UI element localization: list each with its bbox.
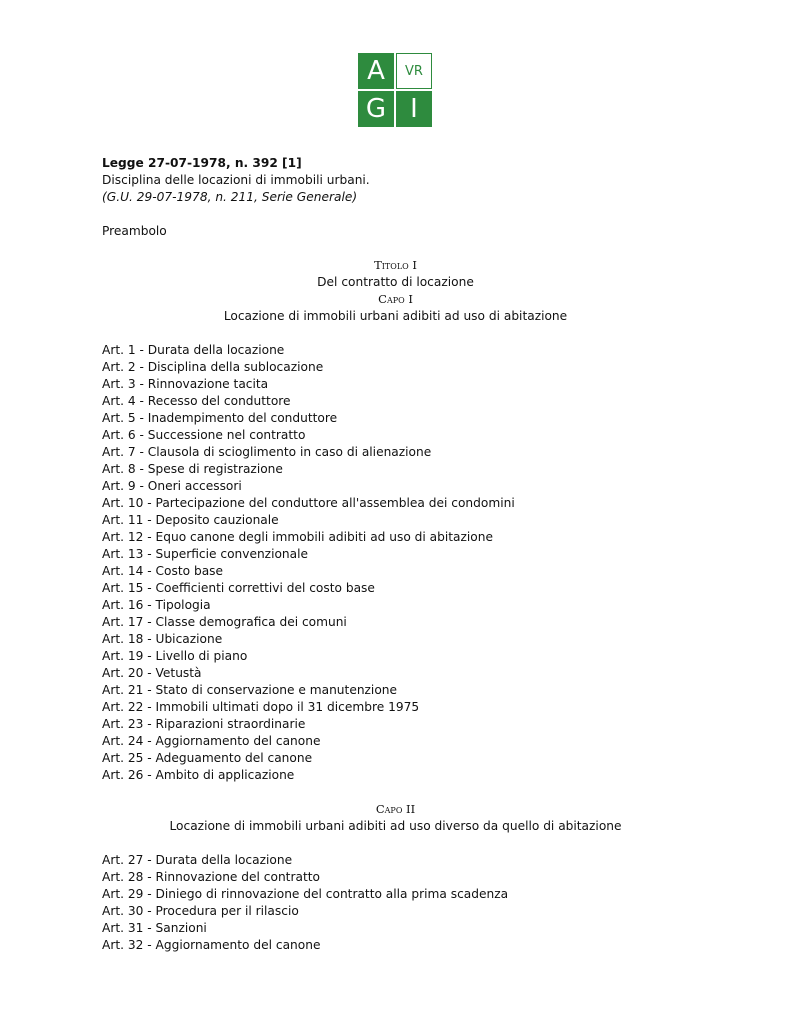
preamble-link[interactable]: Preambolo	[102, 224, 167, 238]
law-title: Legge 27-07-1978, n. 392 [1]	[102, 156, 302, 170]
article-link[interactable]: Art. 24 - Aggiornamento del canone	[102, 734, 321, 748]
capo-2-article-list	[102, 852, 508, 954]
article-link[interactable]: Art. 9 - Oneri accessori	[102, 479, 242, 493]
article-link[interactable]: Art. 4 - Recesso del conduttore	[102, 394, 291, 408]
article-link[interactable]: Art. 28 - Rinnovazione del contratto	[102, 870, 320, 884]
law-subtitle: Disciplina delle locazioni di immobili urbani.	[102, 173, 370, 187]
article-link[interactable]: Art. 20 - Vetustà	[102, 666, 202, 680]
logo-letter-i: I	[396, 91, 432, 127]
capo-1-heading: Capo I	[378, 292, 413, 306]
agi-vr-logo	[358, 53, 432, 127]
capo-1-description: Locazione di immobili urbani adibiti ad uso di abitazione	[223, 309, 568, 323]
article-link[interactable]: Art. 31 - Sanzioni	[102, 921, 207, 935]
article-link[interactable]: Art. 21 - Stato di conservazione e manutenzione	[102, 683, 397, 697]
article-link[interactable]: Art. 5 - Inadempimento del conduttore	[102, 411, 338, 425]
article-link[interactable]: Art. 25 - Adeguamento del canone	[102, 751, 313, 765]
article-link[interactable]: Art. 32 - Aggiornamento del canone	[102, 938, 321, 952]
article-link[interactable]: Art. 30 - Procedura per il rilascio	[102, 904, 299, 918]
titolo-description: Del contratto di locazione	[317, 275, 474, 289]
article-link[interactable]: Art. 29 - Diniego di rinnovazione del contratto alla prima scadenza	[102, 887, 509, 901]
capo-2-heading: Capo II	[375, 802, 416, 816]
article-link[interactable]: Art. 13 - Superficie convenzionale	[102, 547, 309, 561]
article-link[interactable]: Art. 22 - Immobili ultimati dopo il 31 dicembre 1975	[102, 700, 420, 714]
article-link[interactable]: Art. 14 - Costo base	[102, 564, 224, 578]
article-link[interactable]: Art. 26 - Ambito di applicazione	[102, 768, 295, 782]
article-link[interactable]: Art. 17 - Classe demografica dei comuni	[102, 615, 347, 629]
article-link[interactable]: Art. 3 - Rinnovazione tacita	[102, 377, 269, 391]
article-link[interactable]: Art. 10 - Partecipazione del conduttore all'assemblea dei condomini	[102, 496, 515, 510]
capo-1-article-list	[102, 342, 515, 784]
logo-letter-g: G	[358, 91, 394, 127]
article-link[interactable]: Art. 2 - Disciplina della sublocazione	[102, 360, 324, 374]
logo-letter-a: A	[358, 53, 394, 89]
article-link[interactable]: Art. 11 - Deposito cauzionale	[102, 513, 279, 527]
logo-letters-vr: VR	[396, 53, 432, 89]
gazette-reference: (G.U. 29-07-1978, n. 211, Serie Generale)	[102, 190, 358, 204]
article-link[interactable]: Art. 15 - Coefficienti correttivi del costo base	[102, 581, 375, 595]
article-link[interactable]: Art. 1 - Durata della locazione	[102, 343, 285, 357]
titolo-heading: Titolo I	[374, 258, 417, 272]
capo-2-description: Locazione di immobili urbani adibiti ad uso diverso da quello di abitazione	[169, 819, 622, 833]
article-link[interactable]: Art. 6 - Successione nel contratto	[102, 428, 306, 442]
article-link[interactable]: Art. 27 - Durata della locazione	[102, 853, 293, 867]
article-link[interactable]: Art. 16 - Tipologia	[102, 598, 211, 612]
article-link[interactable]: Art. 8 - Spese di registrazione	[102, 462, 283, 476]
article-link[interactable]: Art. 18 - Ubicazione	[102, 632, 223, 646]
article-link[interactable]: Art. 19 - Livello di piano	[102, 649, 248, 663]
article-link[interactable]: Art. 23 - Riparazioni straordinarie	[102, 717, 306, 731]
article-link[interactable]: Art. 12 - Equo canone degli immobili adibiti ad uso di abitazione	[102, 530, 493, 544]
article-link[interactable]: Art. 7 - Clausola di scioglimento in caso di alienazione	[102, 445, 432, 459]
